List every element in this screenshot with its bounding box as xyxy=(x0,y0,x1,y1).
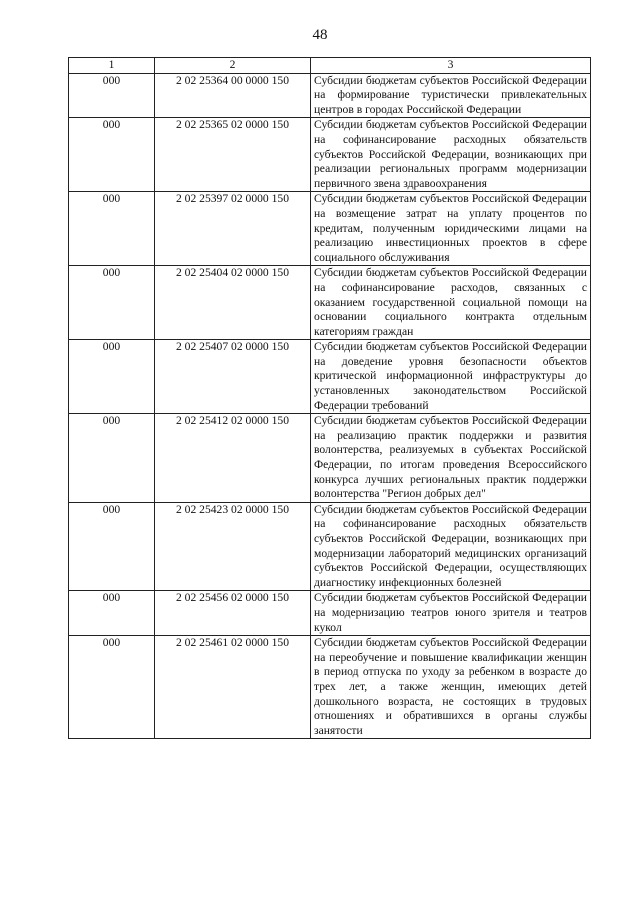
admin-code-cell: 000 xyxy=(69,502,155,591)
table-row xyxy=(69,73,591,118)
budget-code-cell: 2 02 25407 02 0000 150 xyxy=(155,340,311,414)
budget-code-cell: 2 02 25412 02 0000 150 xyxy=(155,414,311,503)
revenue-name-cell: Субсидии бюджетам субъектов Российской Федерации на модернизацию театров юного зрителя и театров кукол xyxy=(311,591,591,636)
revenue-name-cell: Субсидии бюджетам субъектов Российской Федерации на софинансирование расходных обязательств субъектов Российской Федерации, возникающих при реализации региональных программ модернизации первичного звена здравоохранения xyxy=(311,118,591,192)
table-row xyxy=(69,591,591,636)
admin-code-cell: 000 xyxy=(69,118,155,192)
column-header-code: 2 xyxy=(155,58,311,74)
revenue-name-cell: Субсидии бюджетам субъектов Российской Федерации на софинансирование расходных обязательств субъектов Российской Федерации, возникающих при модернизации лабораторий медицинских организаций субъектов Российской Федерации, осуществляющих диагностику инфекционных болезней xyxy=(311,502,591,591)
table-row xyxy=(69,266,591,340)
admin-code-cell: 000 xyxy=(69,636,155,739)
page-number: 48 xyxy=(312,27,328,43)
table-row xyxy=(69,118,591,192)
budget-code-cell: 2 02 25456 02 0000 150 xyxy=(155,591,311,636)
budget-code-cell: 2 02 25365 02 0000 150 xyxy=(155,118,311,192)
column-header-admin: 1 xyxy=(69,58,155,74)
admin-code-cell: 000 xyxy=(69,73,155,118)
admin-code-cell: 000 xyxy=(69,192,155,266)
revenue-name-cell: Субсидии бюджетам субъектов Российской Федерации на реализацию практик поддержки и развития волонтерства, реализуемых в субъектах Российской Федерации, по итогам проведения Всероссийского конкурса лучших региональных практик поддержки волонтерства "Регион добрых дел" xyxy=(311,414,591,503)
revenue-name-cell: Субсидии бюджетам субъектов Российской Федерации на переобучение и повышение квалификации женщин в период отпуска по уходу за ребенком в возрасте до трех лет, а также женщин, имеющих детей дошкольного возраста, не состоящих в трудовых отношениях и обратившихся в органы службы занятости xyxy=(311,636,591,739)
column-header-name: 3 xyxy=(311,58,591,74)
admin-code-cell: 000 xyxy=(69,340,155,414)
table-row xyxy=(69,636,591,739)
budget-code-cell: 2 02 25423 02 0000 150 xyxy=(155,502,311,591)
budget-code-cell: 2 02 25397 02 0000 150 xyxy=(155,192,311,266)
table-row xyxy=(69,340,591,414)
admin-code-cell: 000 xyxy=(69,266,155,340)
admin-code-cell: 000 xyxy=(69,591,155,636)
budget-code-cell: 2 02 25404 02 0000 150 xyxy=(155,266,311,340)
revenue-name-cell: Субсидии бюджетам субъектов Российской Федерации на формирование туристически привлекательных центров в городах Российской Федерации xyxy=(311,73,591,118)
budget-classification-table xyxy=(68,57,591,739)
admin-code-cell: 000 xyxy=(69,414,155,503)
budget-code-cell: 2 02 25461 02 0000 150 xyxy=(155,636,311,739)
table-header-row xyxy=(69,58,591,74)
revenue-name-cell: Субсидии бюджетам субъектов Российской Федерации на софинансирование расходов, связанных с оказанием государственной социальной помощи на основании социального контракта отдельным категориям граждан xyxy=(311,266,591,340)
revenue-name-cell: Субсидии бюджетам субъектов Российской Федерации на возмещение затрат на уплату процентов по кредитам, полученным юридическими лицами на реализацию инвестиционных проектов в сфере социального обслуживания xyxy=(311,192,591,266)
table-row xyxy=(69,414,591,503)
revenue-name-cell: Субсидии бюджетам субъектов Российской Федерации на доведение уровня безопасности объектов критической информационной инфраструктуры до установленных законодательством Российской Федерации требований xyxy=(311,340,591,414)
table-row xyxy=(69,502,591,591)
table-row xyxy=(69,192,591,266)
budget-code-cell: 2 02 25364 00 0000 150 xyxy=(155,73,311,118)
